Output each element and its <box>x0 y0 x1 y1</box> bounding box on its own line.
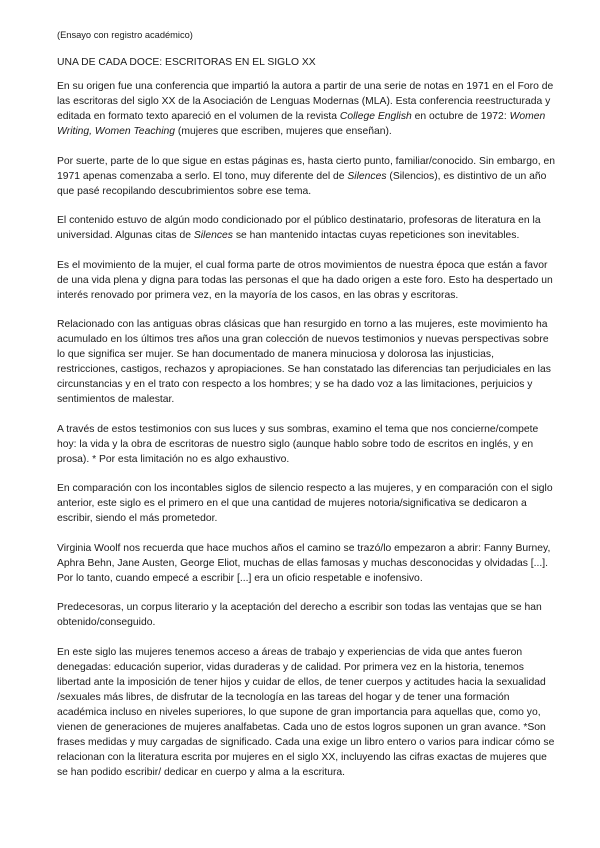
paragraph-text: Predecesoras, un corpus literario y la aceptación del derecho a escribir son todas las ventajas que se han obtenido/conseguido. <box>57 602 542 628</box>
journal-title: College English <box>339 111 412 122</box>
register-note: (Ensayo con registro académico) <box>57 30 193 40</box>
document-body <box>57 29 557 794</box>
paragraph-text: en octubre de 1972: <box>411 111 510 122</box>
paragraph-text: Relacionado con las antiguas obras clásicas que han resurgido en torno a las mujeres, este movimiento ha acumulado en los últimos tres años una gran colección de nuevos testimonios y nuevas perspectivas sobre lo que significa ser mujer. Se han documentado de manera minuciosa y dolorosa las injusticias, restricciones, castigos, rechazos y apropiaciones. Se han constatado las diferencias tan perjudiciales en las circunstancias y en el trato con respecto a los hombres; y se ha dado voz a las limitaciones, perjuicios y sentimientos de malestar. <box>57 319 551 405</box>
paragraph-text: Virginia Woolf nos recuerda que hace muchos años el camino se trazó/lo empezaron a abrir: Fanny Burney, Aphra Behn, Jane Austen, George Eliot, muchas de ellas famosas y muchas desconocidas y olvidadas [...]. Por lo tanto, cuando empecé a escribir [...] era un oficio respetable e inofensivo. <box>57 542 551 584</box>
book-title: Silences <box>193 230 233 241</box>
paragraph-text: En su origen fue una conferencia que impartió la autora a partir de una serie de notas en 1971 en el Foro de las escritoras del siglo XX de la Asociación de Lenguas Modernas (MLA). Esta conferencia reestructurada y editada en formato texto apareció en el volumen de la revista <box>57 81 554 122</box>
paragraph-text: En este siglo las mujeres tenemos acceso a áreas de trabajo y experiencias de vida que antes fueron denegadas: educación superior, vidas duraderas y de calidad. Por primera vez en la historia, tenemos libertad ante la imposición de tener hijos y cuidar de ellos, de tener cuerpos y actitudes hacia la sexualidad /sexuales más libres, de disfrutar de la tecnología en las tareas del hogar y de tener una formación académica incluso en niveles superiores, lo que supone de gran importancia para aquellas que, como yo, vienen de generaciones de mujeres analfabetas. Cada uno de estos logros suponen un gran avance. *Son frases medidas y muy cargadas de significado. Cada una exige un libro entero o varios para indicar cómo se relacionan con la literatura escrita por mujeres en el siglo XX, incluyendo las cifras exactas de mujeres que se han podido escribir/ dedicar en cuerpo y alma a la escritura. <box>57 646 555 778</box>
paragraph <box>57 79 557 139</box>
paragraph <box>57 213 557 243</box>
paragraph <box>57 600 557 630</box>
paragraph-text: Por suerte, parte de lo que sigue en estas páginas es, hasta cierto punto, familiar/conocido. Sin embargo, en 1971 apenas comenzaba a serlo. El tono, muy diferente del de <box>57 155 555 182</box>
paragraph-text: (mujeres que escriben, mujeres que enseñan). <box>175 126 392 137</box>
volume-title: Women Writing, Women Teaching <box>57 111 546 137</box>
paragraph-text: se han mantenido intactas cuyas repeticiones son inevitables. <box>232 230 520 241</box>
paragraph <box>57 154 557 199</box>
paragraph-text: (Silencios), es distintivo de un año que pasé recopilando descubrimientos sobre ese tema. <box>57 170 547 197</box>
paragraph <box>57 258 557 303</box>
paragraph <box>57 317 557 407</box>
paragraph-text: Es el movimiento de la mujer, el cual forma parte de otros movimientos de nuestra época que están a favor de una vida plena y digna para todas las personas el que ha dado origen a este foro. Esto ha despertado un interés renovado por primera vez, en la mayoría de los casos, en las obras y escritoras. <box>57 259 553 301</box>
paragraph-text: A través de estos testimonios con sus luces y sus sombras, examino el tema que nos concierne/compete hoy: la vida y la obra de escritoras de nuestro siglo (aunque hablo sobre todo de escritos en inglés, y en prosa). * Por esta limitación no es algo exhaustivo. <box>57 423 539 465</box>
paragraph <box>57 481 557 526</box>
paragraph-text: El contenido estuvo de algún modo condicionado por el público destinatario, profesoras de literatura en la universidad. Algunas citas de <box>57 215 541 241</box>
document-title: UNA DE CADA DOCE: ESCRITORAS EN EL SIGLO XX <box>57 57 316 68</box>
book-title: Silences <box>347 170 387 182</box>
paragraph <box>57 541 557 586</box>
paragraph-text: En comparación con los incontables siglos de silencio respecto a las mujeres, y en comparación con el siglo anterior, este siglo es el primero en el que una cantidad de mujeres notoria/significativa se dedicaron a escribir, siendo el más prometedor. <box>57 483 553 524</box>
paragraph <box>57 645 557 780</box>
paragraph <box>57 422 557 467</box>
